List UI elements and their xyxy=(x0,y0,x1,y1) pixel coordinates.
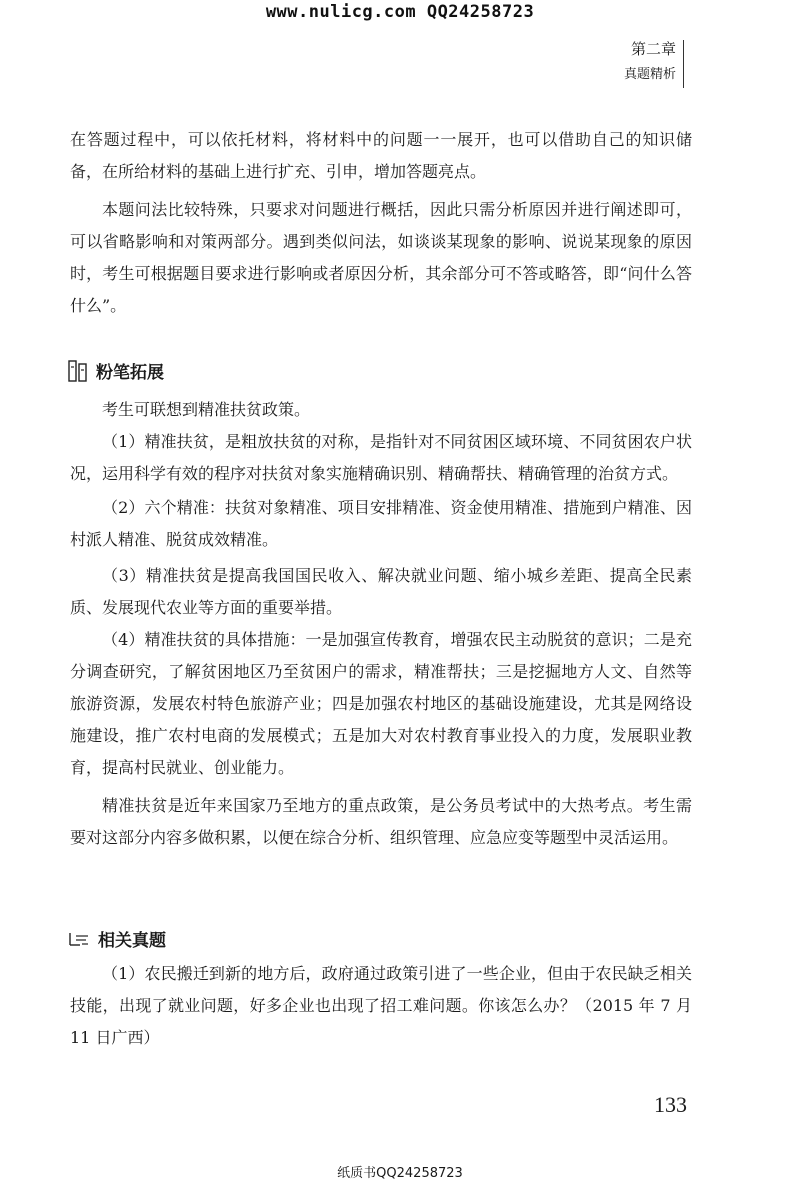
document-list-icon xyxy=(68,930,90,953)
footer-watermark: 纸质书QQ24258723 xyxy=(337,1166,463,1181)
extension-item-1: （1）精准扶贫，是粗放扶贫的对称，是指针对不同贫困区域环境、不同贫困农户状况，运用科学有效的程序对扶贫对象实施精确识别、精确帮扶、精确管理的治贫方式。 xyxy=(70,432,692,483)
bookmark-icon xyxy=(68,360,88,387)
chapter-divider xyxy=(683,40,684,88)
section-heading-related xyxy=(68,926,166,953)
section-heading-extension xyxy=(68,358,164,387)
intro-paragraph-1: 在答题过程中，可以依托材料，将材料中的问题一一展开，也可以借助自己的知识储备，在所给材料的基础上进行扩充、引申，增加答题亮点。 xyxy=(70,130,692,181)
chapter-number: 第二章 xyxy=(630,40,676,58)
watermark-banner: www.nulicg.com QQ24258723 xyxy=(265,2,535,22)
extension-closing: 精准扶贫是近年来国家乃至地方的重点政策，是公务员考试中的大热考点。考生需要对这部分内容多做积累，以便在综合分析、组织管理、应急应变等题型中灵活运用。 xyxy=(70,796,692,847)
extension-lead: 考生可联想到精准扶贫政策。 xyxy=(102,400,311,419)
section-title-extension: 粉笔拓展 xyxy=(96,363,164,383)
chapter-title: 真题精析 xyxy=(623,67,676,82)
page-number: 133 xyxy=(654,1092,687,1117)
intro-paragraph-2: 本题问法比较特殊，只要求对问题进行概括，因此只需分析原因并进行阐述即可，可以省略影响和对策两部分。遇到类似问法，如谈谈某现象的影响、说说某现象的原因时，考生可根据题目要求进行影响或者原因分析，其余部分可不答或略答，即“问什么答什么”。 xyxy=(70,200,692,315)
chapter-header xyxy=(624,38,676,82)
extension-item-3: （3）精准扶贫是提高我国国民收入、解决就业问题、缩小城乡差距、提高全民素质、发展现代农业等方面的重要举措。 xyxy=(70,566,692,617)
related-question-1: （1）农民搬迁到新的地方后，政府通过政策引进了一些企业，但由于农民缺乏相关技能，出现了就业问题，好多企业也出现了招工难问题。你该怎么办？（2015 年 7 月 11 日广西） xyxy=(70,964,692,1047)
extension-item-4: （4）精准扶贫的具体措施：一是加强宣传教育，增强农民主动脱贫的意识；二是充分调查研究，了解贫困地区乃至贫困户的需求，精准帮扶；三是挖掘地方人文、自然等旅游资源，发展农村特色旅游产业；四是加强农村地区的基础设施建设，尤其是网络设施建设，推广农村电商的发展模式；五是加大对农村教育事业投入的力度，发展职业教育，提高村民就业、创业能力。 xyxy=(70,630,692,777)
section-title-related: 相关真题 xyxy=(98,931,166,951)
extension-item-2: （2）六个精准：扶贫对象精准、项目安排精准、资金使用精准、措施到户精准、因村派人精准、脱贫成效精准。 xyxy=(70,498,692,549)
